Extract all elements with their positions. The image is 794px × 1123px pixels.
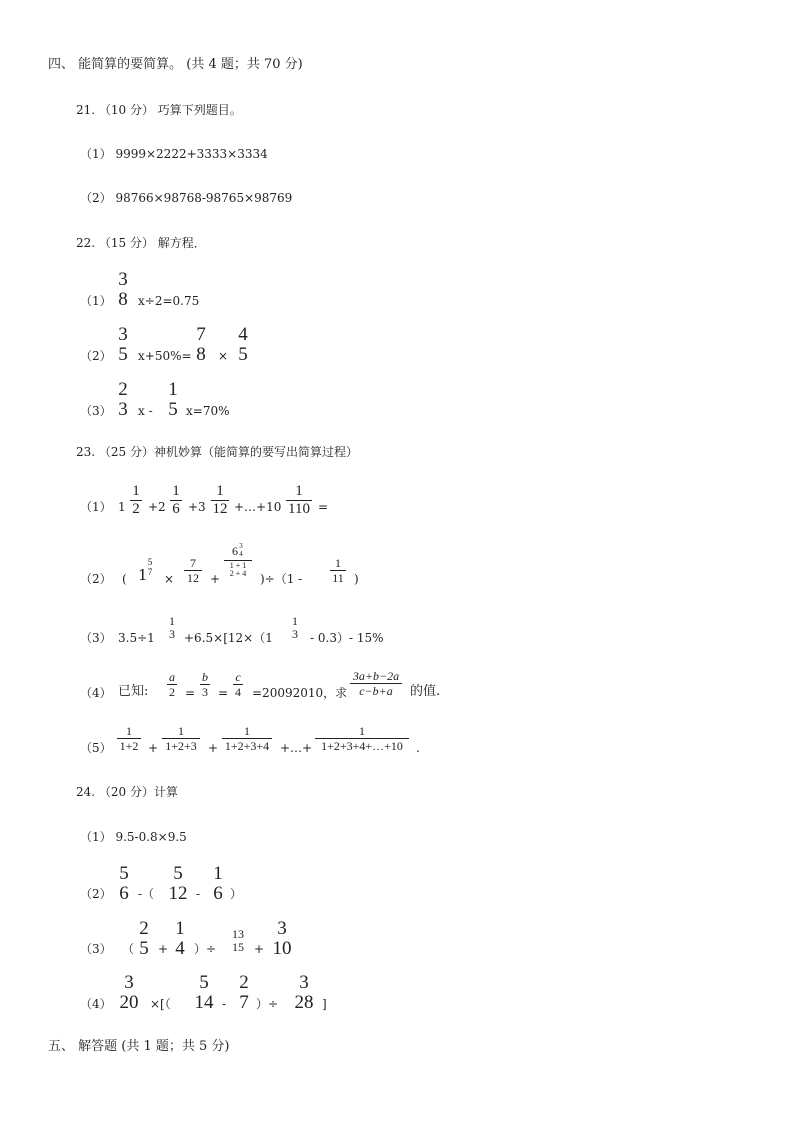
q22-p1-equation: x÷2=0.75	[138, 294, 200, 308]
q24-p4-fraction-2: 5 14	[194, 972, 214, 1013]
q23-p1-a: 1	[118, 500, 126, 514]
q22-p3-label: （3）	[80, 404, 112, 418]
q23-p3-a: 3.5÷1	[118, 631, 155, 645]
q22-p1-label: （1）	[80, 294, 112, 308]
q23-p4-eq1: =	[185, 686, 196, 700]
q24-p3-fraction-4: 3 10	[272, 918, 292, 959]
section-5-heading: 五、 解答题 (共 1 题；共 5 分)	[48, 1039, 230, 1054]
q23-p5-fraction-1: 1 1+2	[117, 725, 141, 752]
q23-p3-label: （3）	[80, 631, 112, 645]
question-21-title: 21. （10 分） 巧算下列题目。	[76, 103, 242, 117]
q24-p3-b: +	[158, 942, 169, 956]
q23-p4-fraction-c: c 4	[235, 670, 241, 699]
q24-p4-a: ×[（	[150, 997, 171, 1011]
q23-p1-b: +2	[148, 500, 166, 514]
q23-p4-fraction-a: a 2	[169, 670, 175, 699]
q24-p3-fraction-2: 1 4	[175, 918, 185, 959]
q24-p3-fraction-1: 2 5	[139, 918, 149, 959]
q24-p2-b: -	[196, 887, 201, 901]
q23-p2-mixed-fraction: 5 7	[147, 557, 153, 577]
q23-p5-fraction-3: 1 1+2+3+4	[222, 725, 272, 752]
question-22-title: 22. （15 分） 解方程．	[76, 236, 206, 250]
q23-p5-end: .	[416, 741, 420, 755]
q23-p4-label: （4）	[80, 686, 112, 700]
q23-p4-c: 的值.	[410, 684, 441, 699]
q24-p4-fraction-1: 3 20	[119, 972, 139, 1013]
q23-p2-plus: +	[210, 572, 221, 586]
q22-p2-mid: x+50%=	[138, 349, 192, 363]
q21-part-2: （2） 98766×98768-98765×98769	[80, 191, 293, 205]
q23-p4-eq2: =	[218, 686, 229, 700]
q23-p5-plus-2: +	[208, 741, 219, 755]
q23-p2-fraction-4: 1 11	[330, 557, 346, 584]
q24-p2-label: （2）	[80, 887, 112, 901]
q23-p3-b: +6.5×[12×（1	[184, 631, 273, 645]
q24-p3-label: （3）	[80, 942, 112, 956]
q24-part-1: （1） 9.5-0.8×9.5	[80, 830, 187, 844]
q23-p1-fraction-2: 1 6	[170, 484, 182, 517]
q23-p1-fraction-4: 1 110	[286, 484, 312, 517]
q23-p2-complex-fraction: 6 3 4 1 + 1 2 + 4	[224, 543, 252, 578]
q22-p2-fraction-1: 3 5	[118, 324, 128, 365]
q23-p1-c: +3	[188, 500, 206, 514]
q23-p2-end: )	[354, 572, 359, 586]
q23-p5-fraction-4: 1 1+2+3+4+…+10	[315, 725, 409, 752]
q22-p3-tail: x=70%	[186, 404, 230, 418]
q23-p2-close: )÷（1 -	[260, 572, 303, 586]
q24-p4-b: -	[222, 997, 227, 1011]
question-24-title: 24. （20 分）计算	[76, 785, 178, 799]
q24-p3-a: （	[122, 942, 135, 956]
q23-p1-fraction-3: 1 12	[212, 483, 228, 517]
q24-p4-fraction-4: 3 28	[294, 972, 314, 1013]
q24-p4-c: ）÷	[256, 997, 279, 1011]
q24-p2-a: -（	[138, 887, 155, 901]
q23-p4-b: =20092010，求	[252, 686, 348, 700]
q23-p1-d: +…+10	[234, 500, 282, 514]
q24-p3-c: ）÷	[194, 942, 217, 956]
q23-p5-plus-3: +…+	[280, 741, 313, 755]
q24-p4-d: ]	[322, 997, 327, 1011]
q23-p4-fraction-b: b 3	[202, 670, 208, 699]
q24-p4-label: （4）	[80, 997, 112, 1011]
section-4-heading: 四、 能简算的要简算。 (共 4 题；共 70 分)	[48, 57, 303, 72]
q22-p3-fraction-2: 1 5	[168, 379, 178, 420]
q23-p1-fraction-1: 1 2	[130, 484, 142, 517]
q23-p3-fraction-1: 1 3	[169, 614, 175, 641]
q24-p3-d: +	[254, 942, 265, 956]
q22-p3-mid: x -	[138, 404, 153, 418]
q23-p2-fraction-2: 7 12	[184, 557, 202, 584]
q23-p5-fraction-2: 1 1+2+3	[162, 725, 200, 752]
q24-p2-fraction-3: 1 6	[213, 863, 223, 904]
q21-part-1: （1） 9999×2222+3333×3334	[80, 147, 268, 161]
q23-p5-label: （5）	[80, 741, 112, 755]
q24-p2-fraction-1: 5 6	[119, 863, 129, 904]
q23-p2-whole: 1	[138, 566, 148, 584]
q24-p4-fraction-3: 2 7	[239, 972, 249, 1013]
q23-p2-times: ×	[164, 572, 175, 586]
q23-p4-fraction-expression: 3a+b−2a c−b+a	[350, 670, 402, 697]
question-23-title: 23. （25 分）神机妙算（能简算的要写出简算过程）	[76, 445, 358, 459]
q23-p2-label: （2）	[80, 572, 112, 586]
q24-p2-fraction-2: 5 12	[168, 863, 188, 904]
q22-p2-fraction-2: 7 8	[196, 324, 206, 365]
q23-p2-open: (	[122, 572, 127, 586]
q23-p1-label: （1）	[80, 500, 112, 514]
q23-p3-fraction-2: 1 3	[292, 614, 298, 641]
q22-p1-fraction: 3 8	[118, 269, 128, 310]
q22-p2-label: （2）	[80, 349, 112, 363]
q24-p3-fraction-3: 13 15	[232, 927, 244, 954]
q24-p2-c: ）	[230, 887, 243, 901]
q23-p3-c: - 0.3）- 15%	[310, 631, 384, 645]
q23-p5-plus-1: +	[148, 741, 159, 755]
q23-p1-e: =	[318, 500, 329, 514]
q23-p4-a: 已知:	[118, 684, 149, 699]
q22-p2-fraction-3: 4 5	[238, 324, 248, 365]
q22-p2-times: ×	[218, 349, 229, 363]
q22-p3-fraction-1: 2 3	[118, 379, 128, 420]
